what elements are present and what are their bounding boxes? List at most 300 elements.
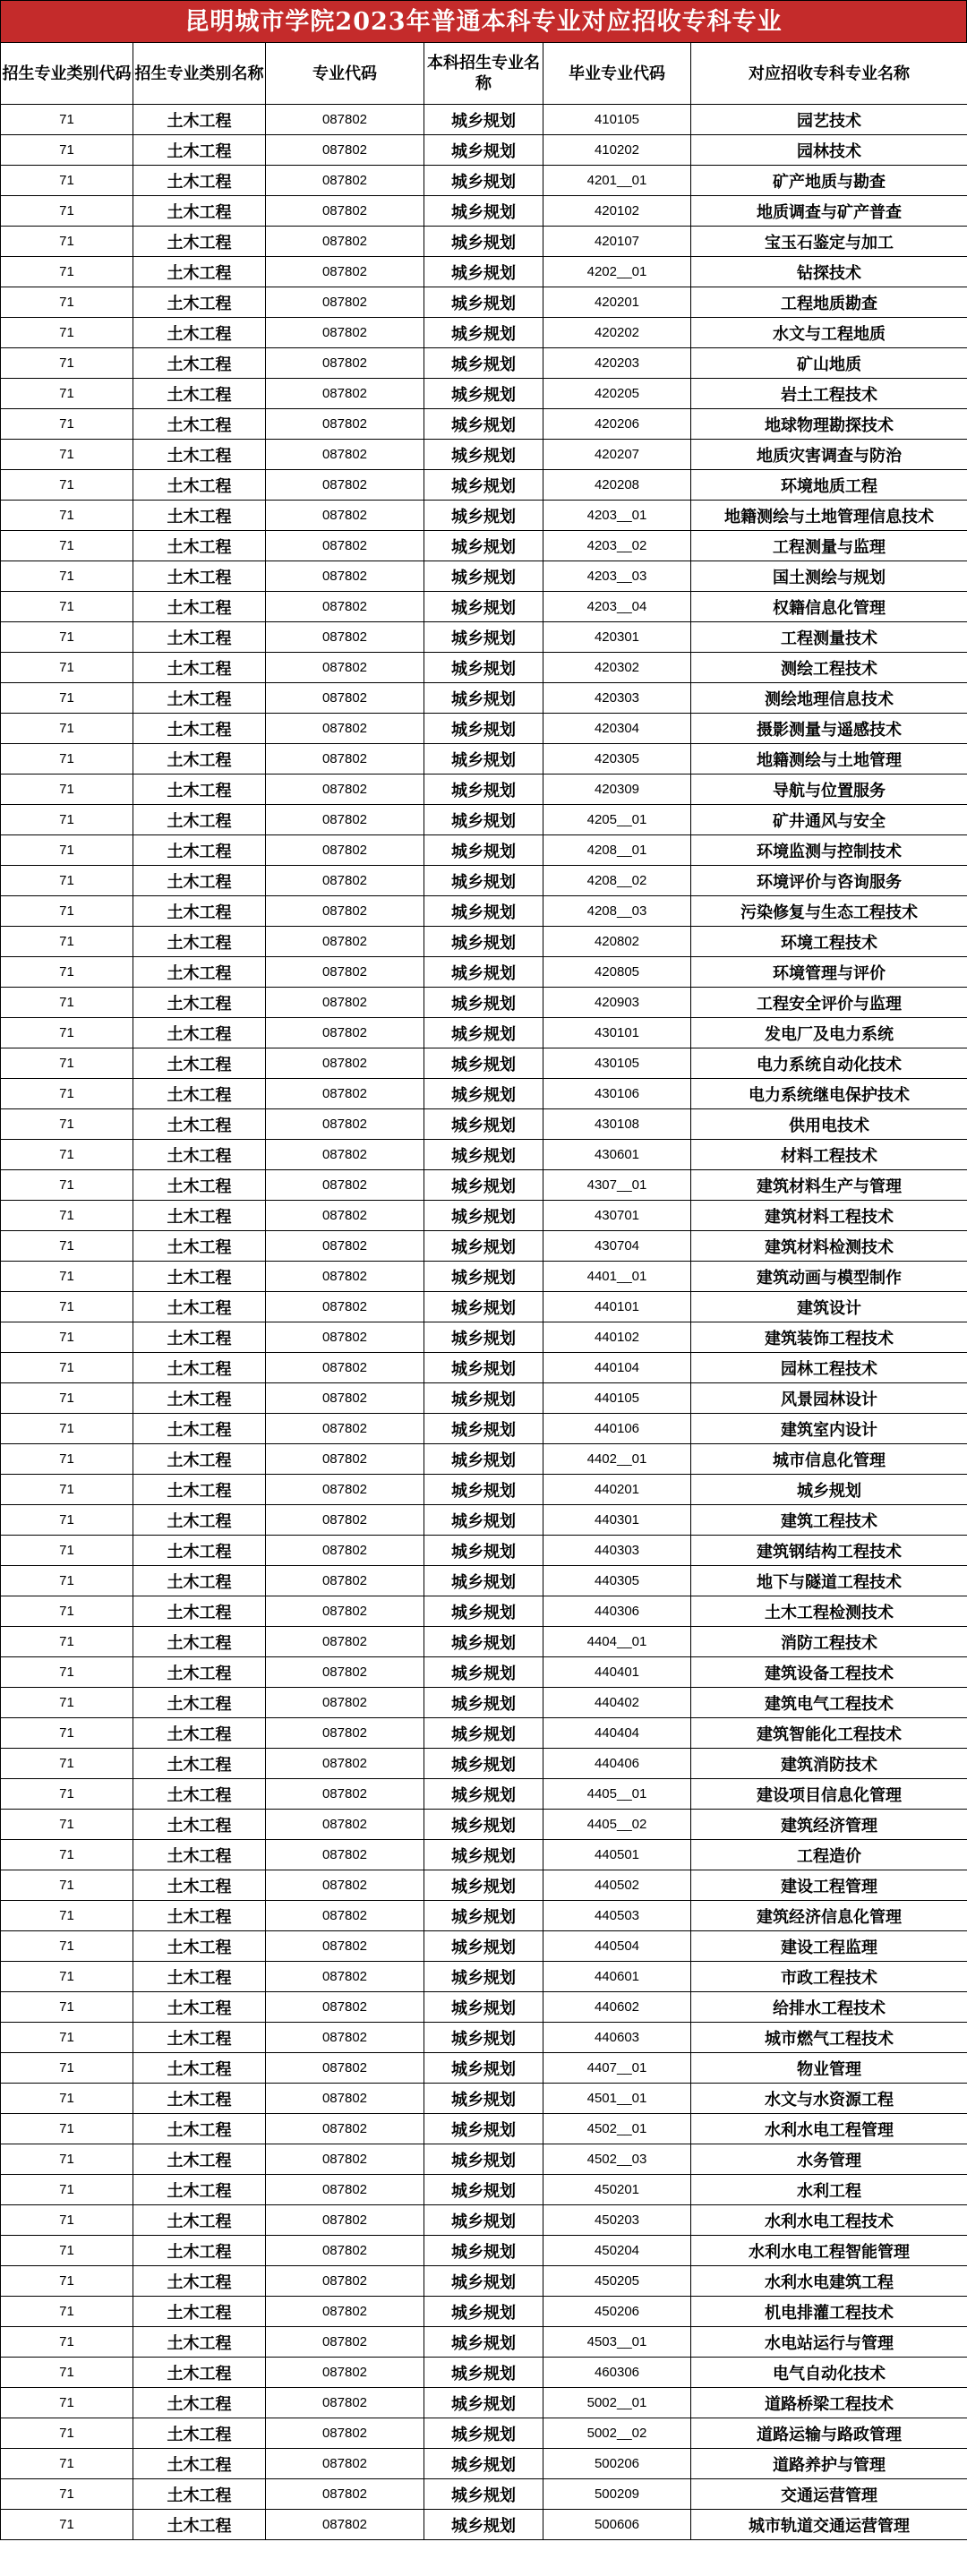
table-row: [1, 561, 967, 592]
major-code-cell: 087802: [266, 714, 424, 744]
table-row: [1, 1566, 967, 1596]
vocational-major-cell: 建筑经济管理: [691, 1810, 967, 1840]
category-code-cell: 71: [1, 2449, 133, 2479]
graduate-code-cell: 420903: [543, 988, 691, 1018]
undergrad-major-cell: 城乡规划: [424, 318, 543, 348]
major-code-cell: 087802: [266, 1383, 424, 1414]
major-code-cell: 087802: [266, 1810, 424, 1840]
category-code-cell: 71: [1, 2084, 133, 2114]
vocational-major-cell: 建筑室内设计: [691, 1414, 967, 1444]
undergrad-major-cell: 城乡规划: [424, 379, 543, 409]
major-code-cell: 087802: [266, 1231, 424, 1262]
category-code-cell: 71: [1, 1992, 133, 2023]
category-name-cell: 土木工程: [133, 1322, 266, 1353]
category-name-cell: 土木工程: [133, 1201, 266, 1231]
undergrad-major-cell: 城乡规划: [424, 2449, 543, 2479]
category-code-cell: 71: [1, 1627, 133, 1657]
category-name-cell: 土木工程: [133, 348, 266, 379]
vocational-major-cell: 道路养护与管理: [691, 2449, 967, 2479]
table-row: [1, 2175, 967, 2205]
table-row: [1, 592, 967, 622]
graduate-code-cell: 4203__02: [543, 531, 691, 561]
category-code-cell: 71: [1, 2358, 133, 2388]
category-name-cell: 土木工程: [133, 2144, 266, 2175]
major-code-cell: 087802: [266, 1566, 424, 1596]
category-code-cell: 71: [1, 501, 133, 531]
table-row: [1, 1657, 967, 1688]
major-code-cell: 087802: [266, 440, 424, 470]
major-code-cell: 087802: [266, 835, 424, 866]
undergrad-major-cell: 城乡规划: [424, 2175, 543, 2205]
graduate-code-cell: 4201__01: [543, 166, 691, 196]
vocational-major-cell: 环境监测与控制技术: [691, 835, 967, 866]
table-row: [1, 2388, 967, 2418]
undergrad-major-cell: 城乡规划: [424, 744, 543, 775]
category-code-cell: 71: [1, 622, 133, 653]
header-graduate-code: 毕业专业代码: [543, 43, 691, 105]
category-name-cell: 土木工程: [133, 1292, 266, 1322]
graduate-code-cell: 500209: [543, 2479, 691, 2510]
graduate-code-cell: 450205: [543, 2266, 691, 2297]
table-row: [1, 1414, 967, 1444]
category-code-cell: 71: [1, 1718, 133, 1749]
category-name-cell: 土木工程: [133, 1414, 266, 1444]
category-code-cell: 71: [1, 1810, 133, 1840]
graduate-code-cell: 420301: [543, 622, 691, 653]
undergrad-major-cell: 城乡规划: [424, 2358, 543, 2388]
major-code-cell: 087802: [266, 470, 424, 501]
undergrad-major-cell: 城乡规划: [424, 1810, 543, 1840]
undergrad-major-cell: 城乡规划: [424, 835, 543, 866]
major-code-cell: 087802: [266, 1079, 424, 1109]
table-row: [1, 866, 967, 896]
category-code-cell: 71: [1, 1201, 133, 1231]
category-name-cell: 土木工程: [133, 2175, 266, 2205]
vocational-major-cell: 建筑材料工程技术: [691, 1201, 967, 1231]
undergrad-major-cell: 城乡规划: [424, 1353, 543, 1383]
category-name-cell: 土木工程: [133, 866, 266, 896]
vocational-major-cell: 建筑工程技术: [691, 1505, 967, 1536]
undergrad-major-cell: 城乡规划: [424, 1718, 543, 1749]
major-code-cell: 087802: [266, 318, 424, 348]
table-row: [1, 348, 967, 379]
category-code-cell: 71: [1, 196, 133, 227]
category-code-cell: 71: [1, 1536, 133, 1566]
major-code-cell: 087802: [266, 2388, 424, 2418]
table-row: [1, 257, 967, 287]
undergrad-major-cell: 城乡规划: [424, 592, 543, 622]
category-code-cell: 71: [1, 1566, 133, 1596]
category-code-cell: 71: [1, 1870, 133, 1901]
table-row: [1, 1322, 967, 1353]
major-code-cell: 087802: [266, 2479, 424, 2510]
table-row: [1, 2418, 967, 2449]
major-code-cell: 087802: [266, 166, 424, 196]
category-code-cell: 71: [1, 2388, 133, 2418]
graduate-code-cell: 440402: [543, 1688, 691, 1718]
vocational-major-cell: 城乡规划: [691, 1475, 967, 1505]
undergrad-major-cell: 城乡规划: [424, 1688, 543, 1718]
graduate-code-cell: 5002__01: [543, 2388, 691, 2418]
undergrad-major-cell: 城乡规划: [424, 1870, 543, 1901]
undergrad-major-cell: 城乡规划: [424, 1079, 543, 1109]
graduate-code-cell: 4502__01: [543, 2114, 691, 2144]
undergrad-major-cell: 城乡规划: [424, 1962, 543, 1992]
vocational-major-cell: 地质调查与矿产普查: [691, 196, 967, 227]
category-name-cell: 土木工程: [133, 105, 266, 135]
table-row: [1, 1505, 967, 1536]
graduate-code-cell: 420107: [543, 227, 691, 257]
category-code-cell: 71: [1, 927, 133, 957]
major-code-cell: 087802: [266, 744, 424, 775]
table-row: [1, 622, 967, 653]
category-name-cell: 土木工程: [133, 653, 266, 683]
vocational-major-cell: 建筑智能化工程技术: [691, 1718, 967, 1749]
graduate-code-cell: 420207: [543, 440, 691, 470]
category-name-cell: 土木工程: [133, 166, 266, 196]
undergrad-major-cell: 城乡规划: [424, 1475, 543, 1505]
undergrad-major-cell: 城乡规划: [424, 1505, 543, 1536]
category-code-cell: 71: [1, 1931, 133, 1962]
category-code-cell: 71: [1, 744, 133, 775]
category-name-cell: 土木工程: [133, 1870, 266, 1901]
category-code-cell: 71: [1, 348, 133, 379]
category-name-cell: 土木工程: [133, 1353, 266, 1383]
category-name-cell: 土木工程: [133, 2418, 266, 2449]
category-code-cell: 71: [1, 2418, 133, 2449]
category-code-cell: 71: [1, 470, 133, 501]
undergrad-major-cell: 城乡规划: [424, 622, 543, 653]
major-code-cell: 087802: [266, 1109, 424, 1140]
vocational-major-cell: 权籍信息化管理: [691, 592, 967, 622]
undergrad-major-cell: 城乡规划: [424, 2084, 543, 2114]
vocational-major-cell: 土木工程检测技术: [691, 1596, 967, 1627]
major-code-cell: 087802: [266, 2358, 424, 2388]
category-code-cell: 71: [1, 988, 133, 1018]
category-name-cell: 土木工程: [133, 1566, 266, 1596]
category-code-cell: 71: [1, 683, 133, 714]
category-code-cell: 71: [1, 835, 133, 866]
vocational-major-cell: 物业管理: [691, 2053, 967, 2084]
graduate-code-cell: 4502__03: [543, 2144, 691, 2175]
major-code-cell: 087802: [266, 227, 424, 257]
major-code-cell: 087802: [266, 501, 424, 531]
category-name-cell: 土木工程: [133, 1475, 266, 1505]
vocational-major-cell: 钻探技术: [691, 257, 967, 287]
undergrad-major-cell: 城乡规划: [424, 927, 543, 957]
undergrad-major-cell: 城乡规划: [424, 2205, 543, 2236]
table-row: [1, 501, 967, 531]
table-row: [1, 835, 967, 866]
category-code-cell: 71: [1, 2175, 133, 2205]
graduate-code-cell: 4202__01: [543, 257, 691, 287]
table-row: [1, 683, 967, 714]
major-code-cell: 087802: [266, 1292, 424, 1322]
category-name-cell: 土木工程: [133, 1810, 266, 1840]
graduate-code-cell: 420309: [543, 775, 691, 805]
undergrad-major-cell: 城乡规划: [424, 1383, 543, 1414]
undergrad-major-cell: 城乡规划: [424, 1840, 543, 1870]
major-code-cell: 087802: [266, 775, 424, 805]
vocational-major-cell: 地籍测绘与土地管理: [691, 744, 967, 775]
undergrad-major-cell: 城乡规划: [424, 896, 543, 927]
major-code-cell: 087802: [266, 896, 424, 927]
vocational-major-cell: 矿井通风与安全: [691, 805, 967, 835]
table-row: [1, 2236, 967, 2266]
undergrad-major-cell: 城乡规划: [424, 1048, 543, 1079]
category-name-cell: 土木工程: [133, 531, 266, 561]
graduate-code-cell: 4307__01: [543, 1170, 691, 1201]
major-code-cell: 087802: [266, 1201, 424, 1231]
table-row: [1, 1627, 967, 1657]
table-row: [1, 1048, 967, 1079]
category-name-cell: 土木工程: [133, 622, 266, 653]
category-code-cell: 71: [1, 379, 133, 409]
category-name-cell: 土木工程: [133, 2084, 266, 2114]
major-code-cell: 087802: [266, 379, 424, 409]
category-name-cell: 土木工程: [133, 2023, 266, 2053]
category-code-cell: 71: [1, 1292, 133, 1322]
category-name-cell: 土木工程: [133, 2266, 266, 2297]
graduate-code-cell: 420303: [543, 683, 691, 714]
undergrad-major-cell: 城乡规划: [424, 561, 543, 592]
category-name-cell: 土木工程: [133, 257, 266, 287]
category-name-cell: 土木工程: [133, 287, 266, 318]
major-code-cell: 087802: [266, 1840, 424, 1870]
vocational-major-cell: 电力系统自动化技术: [691, 1048, 967, 1079]
graduate-code-cell: 440401: [543, 1657, 691, 1688]
graduate-code-cell: 440201: [543, 1475, 691, 1505]
category-code-cell: 71: [1, 1079, 133, 1109]
table-row: [1, 1810, 967, 1840]
table-body: [1, 105, 967, 2540]
table-row: [1, 2114, 967, 2144]
vocational-major-cell: 建筑设计: [691, 1292, 967, 1322]
vocational-major-cell: 建设项目信息化管理: [691, 1779, 967, 1810]
vocational-major-cell: 材料工程技术: [691, 1140, 967, 1170]
table-row: [1, 105, 967, 135]
table-row: [1, 1536, 967, 1566]
category-code-cell: 71: [1, 1901, 133, 1931]
undergrad-major-cell: 城乡规划: [424, 1749, 543, 1779]
category-code-cell: 71: [1, 2053, 133, 2084]
major-code-cell: 087802: [266, 1688, 424, 1718]
table-row: [1, 2084, 967, 2114]
category-code-cell: 71: [1, 1322, 133, 1353]
undergrad-major-cell: 城乡规划: [424, 531, 543, 561]
undergrad-major-cell: 城乡规划: [424, 2418, 543, 2449]
table-row: [1, 2358, 967, 2388]
category-name-cell: 土木工程: [133, 470, 266, 501]
table-row: [1, 744, 967, 775]
vocational-major-cell: 建设工程管理: [691, 1870, 967, 1901]
undergrad-major-cell: 城乡规划: [424, 1566, 543, 1596]
undergrad-major-cell: 城乡规划: [424, 2023, 543, 2053]
category-name-cell: 土木工程: [133, 2327, 266, 2358]
graduate-code-cell: 430101: [543, 1018, 691, 1048]
vocational-major-cell: 建筑钢结构工程技术: [691, 1536, 967, 1566]
undergrad-major-cell: 城乡规划: [424, 440, 543, 470]
category-code-cell: 71: [1, 1109, 133, 1140]
undergrad-major-cell: 城乡规划: [424, 1170, 543, 1201]
undergrad-major-cell: 城乡规划: [424, 866, 543, 896]
major-code-cell: 087802: [266, 927, 424, 957]
undergrad-major-cell: 城乡规划: [424, 805, 543, 835]
major-code-cell: 087802: [266, 1262, 424, 1292]
undergrad-major-cell: 城乡规划: [424, 257, 543, 287]
header-major-code: 专业代码: [266, 43, 424, 105]
category-code-cell: 71: [1, 2236, 133, 2266]
vocational-major-cell: 地下与隧道工程技术: [691, 1566, 967, 1596]
vocational-major-cell: 地籍测绘与土地管理信息技术: [691, 501, 967, 531]
graduate-code-cell: 4208__02: [543, 866, 691, 896]
table-title: 昆明城市学院2023年普通本科专业对应招收专科专业: [0, 0, 967, 42]
table-row: [1, 1870, 967, 1901]
major-code-cell: 087802: [266, 1596, 424, 1627]
table-row: [1, 1292, 967, 1322]
undergrad-major-cell: 城乡规划: [424, 501, 543, 531]
undergrad-major-cell: 城乡规划: [424, 1292, 543, 1322]
vocational-major-cell: 建筑经济信息化管理: [691, 1901, 967, 1931]
table-row: [1, 409, 967, 440]
category-code-cell: 71: [1, 1383, 133, 1414]
category-name-cell: 土木工程: [133, 1901, 266, 1931]
table-row: [1, 714, 967, 744]
major-code-cell: 087802: [266, 2114, 424, 2144]
vocational-major-cell: 建筑电气工程技术: [691, 1688, 967, 1718]
graduate-code-cell: 430108: [543, 1109, 691, 1140]
graduate-code-cell: 440105: [543, 1383, 691, 1414]
category-code-cell: 71: [1, 318, 133, 348]
vocational-major-cell: 道路运输与路政管理: [691, 2418, 967, 2449]
category-name-cell: 土木工程: [133, 196, 266, 227]
undergrad-major-cell: 城乡规划: [424, 1779, 543, 1810]
category-name-cell: 土木工程: [133, 1718, 266, 1749]
vocational-major-cell: 水文与水资源工程: [691, 2084, 967, 2114]
category-name-cell: 土木工程: [133, 1140, 266, 1170]
vocational-major-cell: 城市轨道交通运营管理: [691, 2510, 967, 2540]
major-code-cell: 087802: [266, 1414, 424, 1444]
major-code-cell: 087802: [266, 2510, 424, 2540]
category-name-cell: 土木工程: [133, 2297, 266, 2327]
category-name-cell: 土木工程: [133, 561, 266, 592]
graduate-code-cell: 440603: [543, 2023, 691, 2053]
graduate-code-cell: 4407__01: [543, 2053, 691, 2084]
graduate-code-cell: 450204: [543, 2236, 691, 2266]
category-code-cell: 71: [1, 805, 133, 835]
table-row: [1, 1901, 967, 1931]
category-code-cell: 71: [1, 1657, 133, 1688]
graduate-code-cell: 430106: [543, 1079, 691, 1109]
graduate-code-cell: 410105: [543, 105, 691, 135]
undergrad-major-cell: 城乡规划: [424, 1444, 543, 1475]
table-row: [1, 1018, 967, 1048]
table-row: [1, 1201, 967, 1231]
category-name-cell: 土木工程: [133, 2388, 266, 2418]
category-name-cell: 土木工程: [133, 379, 266, 409]
vocational-major-cell: 环境评价与咨询服务: [691, 866, 967, 896]
graduate-code-cell: 4503__01: [543, 2327, 691, 2358]
category-name-cell: 土木工程: [133, 440, 266, 470]
category-name-cell: 土木工程: [133, 2053, 266, 2084]
vocational-major-cell: 电力系统继电保护技术: [691, 1079, 967, 1109]
category-name-cell: 土木工程: [133, 2510, 266, 2540]
undergrad-major-cell: 城乡规划: [424, 166, 543, 196]
category-name-cell: 土木工程: [133, 135, 266, 166]
header-row: [1, 43, 967, 105]
graduate-code-cell: 420201: [543, 287, 691, 318]
category-name-cell: 土木工程: [133, 1383, 266, 1414]
vocational-major-cell: 城市信息化管理: [691, 1444, 967, 1475]
undergrad-major-cell: 城乡规划: [424, 196, 543, 227]
table-row: [1, 2327, 967, 2358]
major-code-cell: 087802: [266, 2327, 424, 2358]
table-row: [1, 1992, 967, 2023]
category-code-cell: 71: [1, 1262, 133, 1292]
vocational-major-cell: 建筑材料生产与管理: [691, 1170, 967, 1201]
undergrad-major-cell: 城乡规划: [424, 287, 543, 318]
major-code-cell: 087802: [266, 2418, 424, 2449]
category-code-cell: 71: [1, 409, 133, 440]
undergrad-major-cell: 城乡规划: [424, 1231, 543, 1262]
major-code-cell: 087802: [266, 1657, 424, 1688]
table-row: [1, 1718, 967, 1749]
graduate-code-cell: 4501__01: [543, 2084, 691, 2114]
table-row: [1, 1931, 967, 1962]
category-code-cell: 71: [1, 1231, 133, 1262]
category-code-cell: 71: [1, 2205, 133, 2236]
graduate-code-cell: 420302: [543, 653, 691, 683]
category-name-cell: 土木工程: [133, 1840, 266, 1870]
vocational-major-cell: 城市燃气工程技术: [691, 2023, 967, 2053]
major-code-cell: 087802: [266, 1018, 424, 1048]
undergrad-major-cell: 城乡规划: [424, 1109, 543, 1140]
category-name-cell: 土木工程: [133, 1048, 266, 1079]
category-code-cell: 71: [1, 866, 133, 896]
undergrad-major-cell: 城乡规划: [424, 714, 543, 744]
category-code-cell: 71: [1, 1749, 133, 1779]
category-code-cell: 71: [1, 2479, 133, 2510]
undergrad-major-cell: 城乡规划: [424, 1536, 543, 1566]
major-code-cell: 087802: [266, 2053, 424, 2084]
table-row: [1, 805, 967, 835]
graduate-code-cell: 4205__01: [543, 805, 691, 835]
table-row: [1, 957, 967, 988]
graduate-code-cell: 450201: [543, 2175, 691, 2205]
vocational-major-cell: 水电站运行与管理: [691, 2327, 967, 2358]
category-name-cell: 土木工程: [133, 2449, 266, 2479]
category-name-cell: 土木工程: [133, 1992, 266, 2023]
category-name-cell: 土木工程: [133, 1109, 266, 1140]
category-name-cell: 土木工程: [133, 1749, 266, 1779]
major-code-cell: 087802: [266, 866, 424, 896]
table-row: [1, 2053, 967, 2084]
vocational-major-cell: 测绘工程技术: [691, 653, 967, 683]
graduate-code-cell: 440601: [543, 1962, 691, 1992]
vocational-major-cell: 水利水电建筑工程: [691, 2266, 967, 2297]
graduate-code-cell: 440305: [543, 1566, 691, 1596]
graduate-code-cell: 440104: [543, 1353, 691, 1383]
table-row: [1, 1475, 967, 1505]
graduate-code-cell: 420802: [543, 927, 691, 957]
category-name-cell: 土木工程: [133, 1018, 266, 1048]
vocational-major-cell: 水文与工程地质: [691, 318, 967, 348]
table-row: [1, 775, 967, 805]
category-code-cell: 71: [1, 257, 133, 287]
vocational-major-cell: 工程安全评价与监理: [691, 988, 967, 1018]
graduate-code-cell: 430105: [543, 1048, 691, 1079]
major-code-cell: 087802: [266, 1048, 424, 1079]
